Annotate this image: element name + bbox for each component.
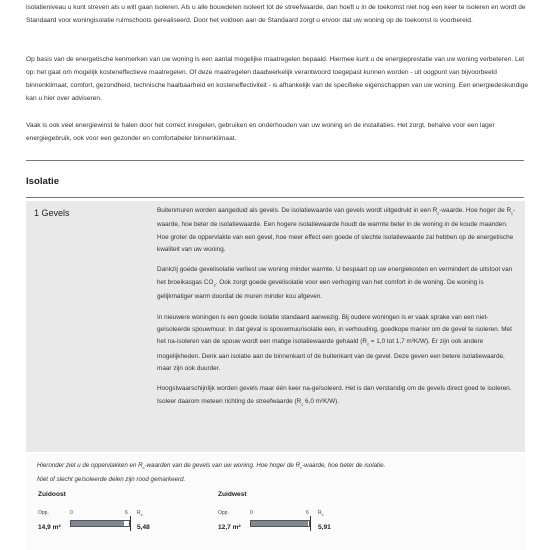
gevels-p2-b: . Ook zorgt goede gevelisolatie voor een verhoging van het comfort in de woning. De woning is gelijkmatiger warm doordat de muren minder kou afgeven. (157, 278, 484, 301)
gevels-title: 1 Gevels (34, 208, 70, 218)
gevels-p1-a: Buitenmuren worden aangeduid als gevels. De isolatiewaarde van gevels wordt uitgedrukt in een R (157, 207, 438, 214)
gevels-paragraph-2 (157, 264, 517, 303)
gevels-p3-b: = 1,0 tot 1,7 m²K/W). Er zijn ook andere mogelijkheden. Denk aan isolatie aan de binnenkant of de buitenkant van de gevel. Deze geven een betere isolatiewaarde, maar zijn ook duurder. (157, 338, 505, 372)
facade-rc-target-mark (130, 516, 131, 531)
facade-scale-r-sub: c (140, 512, 143, 517)
note-line1-c: -waarde, hoe beter de isolatie. (302, 462, 386, 469)
facade-scale-zero: 0 (250, 510, 253, 516)
gevels-p4-a: Hoogstwaarschijnlijk worden gevels maar één keer na-geïsoleerd. Het is dan verstandig om de gevels direct goed te isoleren. Isoleer daarom meteen richting de streefwaarde (R (157, 385, 512, 405)
facade-scale-rc-label (318, 510, 324, 517)
facade-note (37, 460, 507, 485)
facade-scale-r: R (137, 510, 141, 516)
facade-note-line-1 (37, 460, 507, 474)
facade-rc-value: 5,48 (137, 524, 150, 531)
facade-rc-bar-fill (251, 521, 308, 526)
facade-area-value: 12,7 m² (218, 524, 241, 531)
facade-scale-area-label: Opp. (38, 510, 49, 516)
facade-area-value: 14,9 m² (38, 524, 61, 531)
facade-scale-six: 6 (125, 510, 128, 516)
facade-rc-bar (250, 520, 310, 527)
intro-text-2: Op basis van de energetische kenmerken van uw woning is een aantal mogelijke maatregelen bepaald. Hiermee kunt u de energieprestatie van uw woning verbeteren. Let op: het gaat om mogelijk kosteneffectieve maatregelen. Of deze maatregelen daadwerkelijk verantwoord toegepast kunnen worden - uit oogpunt van bijvoorbeeld binnenklimaat, comfort, gezondheid, technische haalbaarheid en kosteneffectiviteit - is afhankelijk van de specifieke eigenschappen van uw woning. Een energiedeskundige kan u hier over adviseren. (26, 56, 529, 102)
gevels-p1-b: -waarde. Hoe hoger de R (439, 207, 512, 214)
gevels-p1-c: -waarde, hoe beter de isolatiewaarde. Een hogere isolatiewaarde houdt de warmte beter in de woning in de koude maanden. Hoe groter de oppervlakte van een gevel, hoe meer effect een goede of slechte isolatiewaarde zal hebben op de energetische kwaliteit van uw woning. (157, 207, 516, 253)
note-line1-a: Hieronder ziet u de oppervlakken en R (37, 462, 143, 469)
facade-scale-zero: 0 (70, 510, 73, 516)
gevels-p3-sub: c (366, 341, 369, 347)
intro-paragraph-2 (26, 53, 531, 105)
section-divider-top (26, 160, 524, 161)
intro-paragraph-1 (26, 1, 531, 27)
section-divider-bottom (26, 197, 524, 198)
facade-scale-rc-label (137, 510, 143, 517)
facade-note-line-2: Niet of slecht geïsoleerde delen zijn rood gemarkeerd. (37, 475, 186, 483)
note-line1-sub: c (142, 465, 145, 471)
intro-text-3: Vaak is ook veel energiewinst te halen door het correct inregelen, gebruiken en onderhouden van uw woning en de installaties. Het zorgt, behalve voor een lager energiegebruik, ook voor een gezonder en comfortabeler binnenklimaat. (26, 122, 495, 142)
gevels-paragraph-3 (157, 312, 517, 375)
gevels-paragraph-1 (157, 205, 517, 256)
facade-scale-area-label: Opp. (218, 510, 229, 516)
gevels-p4-sub: c (301, 400, 304, 406)
gevels-p4-b: 6,0 m²K/W). (303, 397, 340, 405)
facade-scale-six: 6 (306, 510, 309, 516)
facade-rc-bar-fill (71, 521, 124, 526)
note-line1-sub2: c (300, 465, 303, 471)
facade-rc-value: 5,91 (318, 524, 331, 531)
note-line1-b: -waarden van de gevels van uw woning. Hoe hoger de R (144, 462, 301, 469)
gevels-p1-sub2: c (511, 210, 514, 216)
facade-rc-bar (70, 520, 130, 527)
gevels-body (157, 205, 517, 419)
facade-scale-r: R (318, 510, 322, 516)
intro-text-1: isolatieniveau u kunt streven als u wilt gaan isoleren. Als u alle bouwdelen isoleert tot de streefwaarde, dan hoeft u in de toekomst niet nog een keer te isoleren en wordt de Standaard voor woningisolatie ruimschoots gerealiseerd. Door het voldoen aan de Standaard zorgt u ervoor dat uw woning op de toekomst is voorbereid. (26, 4, 526, 24)
gevels-p2-a: Dankzij goede gevelisolatie verliest uw woning minder warmte. U bespaart op uw energiekosten en vermindert de uitstoot van het broeikasgas CO (157, 266, 513, 286)
facade-rc-target-mark (310, 516, 311, 531)
intro-paragraph-3 (26, 119, 531, 145)
gevels-p3-a: In nieuwere woningen is een goede isolatie standaard aanwezig. Bij oudere woningen is er vaak sprake van een niet-geïsoleerde spouwmuur. In dat geval is spouwmuurisolatie een, in verhouding, goedkope manier om de gevel te isoleren. Met het na-isoleren van de spouw wordt een matige isolatiewaarde gehaald (R (157, 313, 512, 346)
facade-orientation-zuidwest: Zuidwest (218, 491, 247, 498)
section-title: Isolatie (26, 176, 60, 187)
facade-orientation-zuidoost: Zuidoost (38, 491, 66, 498)
gevels-paragraph-4 (157, 383, 517, 410)
gevels-p2-sub: 2 (213, 281, 216, 287)
gevels-p1-sub: c (437, 210, 440, 216)
facade-scale-r-sub: c (321, 512, 324, 517)
